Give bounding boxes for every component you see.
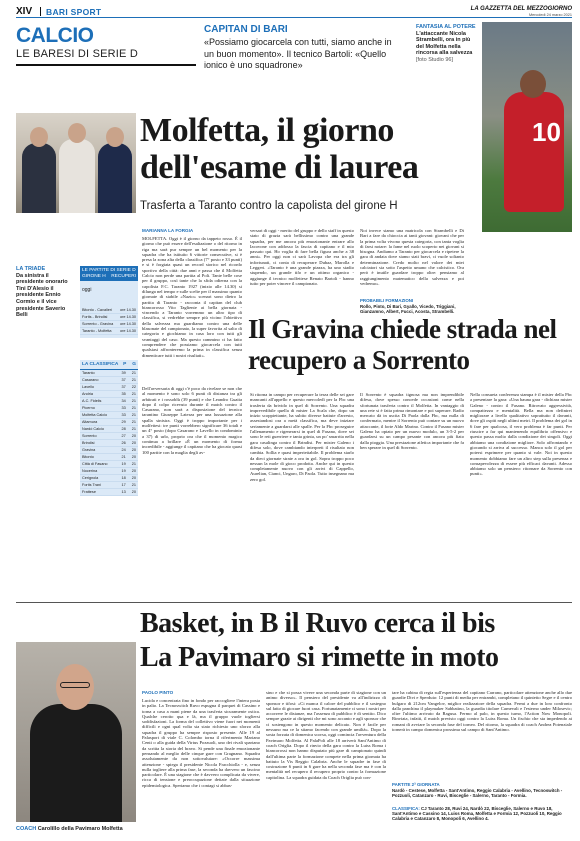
team-points: 24 bbox=[121, 448, 126, 452]
team-name: Bitonto bbox=[82, 455, 94, 459]
page-header bbox=[16, 6, 572, 18]
standings-row bbox=[80, 419, 138, 426]
main-subhead: Trasferta a Taranto contro la capolista del girone H bbox=[140, 200, 398, 212]
team-points: 28 bbox=[121, 427, 126, 431]
team-games: 20 bbox=[131, 448, 136, 452]
match-row bbox=[80, 307, 138, 314]
person-center bbox=[59, 139, 95, 213]
team-points: 27 bbox=[121, 434, 126, 438]
standings-row bbox=[80, 405, 138, 412]
team-points: 19 bbox=[121, 462, 126, 466]
team-points: 34 bbox=[121, 399, 126, 403]
standings-row bbox=[80, 447, 138, 454]
basket-col-2: sino e che si possa vivere una seconda parte di stagione con un animo diverso». Il pensiero del presidente va all'indirizzo di sponsor e tifosi: «Ci manca il calore del pubblico e il sostegno sul fatto di giocare fuori casa. Fortunatamente ci sono i nostri per accorrere le distanze, ma l'assenza di pubblico è di sentito. Dico sempre grazie ai dirigenti che mi sono accanto e agli sponsor che ci sostengono in questo momento delicato. Non è facile per nessuno ma ce la stiamo facendo con grande umiltà». Dopo la sosta forzata di domenica scorsa, oggi comincia l'avventura della Pavimaro Molfetta. Al PalaPoli alle 18 arriverà Sant'Antimo di coach Origlia. Dopo il rinvio della gara contro la Luiss Roma i biancorossi non hanno disputato più gare di campionato quindi dall'ultima parte la formazione compete nella prima giornata ha battuto la Vis Reggio Calabria. Anche le squadre in fase di costruzione 6 punti in 6 gare ha nella seconda fase ma è con la mentalità nel recupero il recupero proprio contro la formazione capitolina. La squadra guidata da Coach Origlia può con- bbox=[266, 690, 386, 780]
newspaper-name: LA GAZZETTA DEL MEZZOGIORNO bbox=[470, 6, 572, 12]
team-name: Fortis Trani bbox=[82, 483, 101, 487]
coach-caption-kicker: COACH bbox=[16, 826, 37, 832]
team-name: Brindisi bbox=[82, 441, 95, 445]
team-name: Altamura bbox=[82, 420, 98, 424]
team-games: 21 bbox=[131, 399, 136, 403]
team-name: Andria bbox=[82, 392, 93, 396]
top-caption-kicker: FANTASIA AL POTERE bbox=[416, 24, 476, 30]
basket-classifica-kicker: CLASSIFICA: bbox=[392, 806, 420, 811]
player-figure bbox=[504, 92, 564, 212]
person-right bbox=[98, 143, 132, 213]
standings-list bbox=[80, 370, 138, 496]
classifica-box bbox=[80, 360, 138, 496]
partite-box bbox=[80, 266, 138, 338]
classifica-header bbox=[80, 360, 138, 370]
standings-row bbox=[80, 370, 138, 377]
match-time: ore 14.30 bbox=[119, 329, 136, 334]
section-kicker-title: CALCIO bbox=[16, 24, 94, 47]
main-col-2: Dell'avversaria di oggi c'è poco da rivelare se non che al momento è sono solo 6 punti di distanza tra gli arbitrati e i rossoblù (39 punti) e che Leandro Guaita dopo il colpo ricevuto durante il match contro il Casarano, non sarà a disposizione del tecnico tarantino Giuseppe Laterza per una lussazione alla spalla sinistra. Oggi è troppo importante per i molfettesi: tre punti vorrebbero significare 36 totali e un 4° posto (dopo Casarano e Lavello in condominio a 37) di urlo, proprio ora che il momento magico continua a brillare «È un momento di forma incredibile - aggiunge il capitano che ha giocato quasi 100 partite con la maglia degli av- bbox=[142, 386, 242, 455]
team-name: Frattese bbox=[82, 490, 96, 494]
team-games: 20 bbox=[131, 490, 136, 494]
section-name: BARI SPORT bbox=[46, 7, 102, 17]
team-points: 29 bbox=[121, 420, 126, 424]
person-left-head bbox=[30, 127, 48, 147]
team-name: Città di Fasano bbox=[82, 462, 108, 466]
team-games: 21 bbox=[131, 462, 136, 466]
match-row bbox=[80, 314, 138, 321]
team-games: 20 bbox=[131, 434, 136, 438]
team-points: 18 bbox=[121, 476, 126, 480]
coach-body bbox=[30, 704, 122, 822]
coach-photo bbox=[16, 642, 136, 822]
team-name: A.C. Fidelis bbox=[82, 399, 102, 403]
team-points: 26 bbox=[121, 441, 126, 445]
team-name: Nardò Calcio bbox=[82, 427, 104, 431]
standings-row bbox=[80, 398, 138, 405]
page-number: XIV bbox=[16, 6, 33, 17]
section-divider bbox=[16, 602, 572, 603]
quote-box bbox=[204, 24, 398, 108]
basket-partite-text: Nardò - Cestese, Molfetta - Sant'Antimo, Reggio Calabria - Avellino, Tecnoswitch - Pozzuoli, Catanzaro - Ruvi, Bisceglie - Salerno, Taranto - Formia. bbox=[392, 788, 563, 798]
team-games: 21 bbox=[131, 413, 136, 417]
basket-byline: PAOLO PINTO bbox=[142, 690, 174, 695]
team-games: 21 bbox=[131, 483, 136, 487]
gravina-headline: Il Gravina chiede strada nel recupero a Sorrento bbox=[248, 314, 557, 375]
match-time: ore 14.30 bbox=[119, 315, 136, 320]
top-caption-credit: [foto Studio 96] bbox=[416, 56, 453, 63]
partite-title-bar bbox=[80, 266, 138, 281]
partite-col-label: RECUPERI bbox=[111, 273, 136, 279]
classifica-title: LA CLASSIFICA bbox=[82, 362, 119, 367]
gravina-col-2: Il Sorrento è squadra tignosa ma non imprendibile difesa, dove spesso concede occasioni come nella sfortunata trasferta contro il Molfetta. In vantaggio di una rete si è fatta prima rimontare e poi superare. Radio mercato dà in uscita Di Paola dalla Fbc, ma nulla di confermato, mentre il Sorrento può contare su un nuovo attaccante, il forte Aldo Marino. Contro il Fasano mister Galeno ha optato per un nuovo modulo, un 3-5-2 per guardarsi su un campo pesante con ancora più fiato dalla pioggia. Una prestazione atletica importante che fa ben sperare in quel di Sorrento. bbox=[360, 392, 464, 450]
kicker-rule bbox=[16, 64, 196, 66]
basket-headline-2: La Pavimaro si rimette in moto bbox=[140, 642, 499, 673]
team-name: Nocerina bbox=[82, 469, 98, 473]
team-games: 21 bbox=[131, 427, 136, 431]
standings-row bbox=[80, 482, 138, 489]
team-points: 19 bbox=[121, 469, 126, 473]
main-col-4: Noi invece siamo una matricola con Strambelli e Di Bari a fare da chioccia ai tanti giovani: giovani che per la prima volta vivono questa categoria, con tanta voglia di farsi notare: la fame nel ruolo scoperto nei giovani si bisogna. Andiamo a Taranto per giocarcela e ripetere la gara di andata dove siamo stati bravi, ci vuole soltanto determinazione. Credo molto nel valore dei miei calciatori sia sotto l'aspetto umano che calcistico. Ora però è inutile guardare troppo oltre: pensiamo al raggiungimento matematico della salvezza e poi vedremo». bbox=[360, 228, 464, 286]
standings-row bbox=[80, 454, 138, 461]
team-games: 20 bbox=[131, 469, 136, 473]
team-games: 20 bbox=[131, 441, 136, 445]
team-points: 21 bbox=[121, 455, 126, 459]
partite-day: oggi bbox=[82, 287, 92, 294]
match-teams: Taranto - Molfetta bbox=[82, 329, 112, 334]
team-points: 35 bbox=[121, 392, 126, 396]
shirt-number: 10 bbox=[532, 117, 561, 147]
match-teams: Fortis - Brindisi bbox=[82, 315, 108, 320]
player-head bbox=[520, 70, 546, 98]
team-points: 37 bbox=[121, 378, 126, 382]
section-kicker-subtitle: LE BARESI DI SERIE D bbox=[16, 48, 138, 60]
team-points: 33 bbox=[121, 406, 126, 410]
team-name: Taranto bbox=[82, 371, 95, 375]
basket-partite-kicker: PARTITE 2ª GIORNATA bbox=[392, 782, 440, 787]
match-row bbox=[80, 328, 138, 335]
team-name: Picerno bbox=[82, 406, 95, 410]
team-games: 21 bbox=[131, 392, 136, 396]
triade-photo bbox=[16, 113, 136, 213]
triade-caption bbox=[16, 266, 74, 319]
triade-caption-text: Da sinistra il presidente onorario Tini D'Alesio il presidente Ennio Cormio e il vice presidente Saverio Belli bbox=[16, 272, 68, 319]
team-name: Casarano bbox=[82, 378, 99, 382]
header-date: Mercoledì 24 marzo 2021 bbox=[528, 13, 572, 17]
match-teams: Sorrento - Gravina bbox=[82, 322, 114, 327]
basket-headline-1: Basket, in B il Ruvo cerca il bis bbox=[140, 608, 495, 639]
main-col-3: versari di oggi - merito del gruppo e dello staff in questo stato di grazia sarà bellissimo contro una grande squadra, per me ancora più emozionante entrare allo Iacovone con addosso la fascia di capitano e il mio passato qui. Ho voglia di fare bella figura anche a 38 anni». Per oggi non ci sarà Lavopa che era tra gli infortunati, ci conta di recuperare Dubaz, Marolla e Leggeri. «Taranto è una grande piazza, ha uno stadio stupendo, un grande tifo e un ottimo organico - aggiunge il tecnico molfettese Renato Bartoli - hanno tutto per poter vincere il campionato. bbox=[250, 228, 354, 286]
probabili-text: Rollo, Pinto, Di Bari, Gyallo, Vicedo, Triggiani, Gianzamno, Albert, Fucci, Acosta, Strambelli. bbox=[360, 304, 456, 314]
match-time: ore 14.30 bbox=[119, 308, 136, 313]
team-games: 21 bbox=[131, 420, 136, 424]
classifica-h2: G bbox=[132, 362, 136, 367]
probabili-kicker: PROBABILI FORMAZIONI bbox=[360, 298, 414, 303]
coach-glasses bbox=[60, 682, 90, 688]
team-name: Lavello bbox=[82, 385, 95, 389]
main-col-1: MOLFETTA. Oggi è il giorno da tappeto rosso. È il giorno che può essere dell'esaltazione o del ritorno in riga ma sarà pur sempre un bel momento per la squadra che ha istituito 6 vittorie consecutive, si è presa la zona alta della classifica (7° posto e 33 punti) e si è forgiata quasi un record storico nel ricordo sportivo della città: due anni e passa che il Molfetta Calcio non perde una partita al Poli. Tante belle cose per il gruppo, così tante che la sfida odierna con la capolista F.C. Taranto 1927 (inizio alle 14.30) si dilunga nel tempo e sulle scelte per il massimo quanto giornate di stabile «Nazio» scenari sono dietro la partita di Taranto - racconta il capitan del club biancorosso Vito Tagliente ai bella giornata - vincendo a Taranto vorremmo un altro tipo di classifica, si vedrebbe sempre più vicino l'obiettivo della salvezza ma guardiamo contro una delle blasonate del campionato, la super favorita al salto di categoria e giochiamo in casa loro con tutti gli svantaggi del caso. Ma questo cammino ci ha fatto comprendere che possiamo giocarcela con tutti qualsiasi affronteremo la prima in classifica senza dimenticare tutti i nostri risultati». bbox=[142, 236, 242, 358]
standings-row bbox=[80, 433, 138, 440]
basket-col-1: Lucida e concentrata fino in fondo per raccogliere l'intera posta in palio. La Tecnoswitch Ruvo espugna il parquet di Cassino e torna a casa a mani piene da una trasferta sicuramente ostica. Qualche cerotto qua e là, ma il gruppo vuole togliersi soddisfazioni. La forma del collettivo viene fuori nei momenti difficili e ogni qual volta sia stato richiesto uno sforzo alla squadra il gruppo ha sempre risposto presente. Alle 19 al Palasport di viale C. Colombo torna il riferimento Mariano Centi o alla guida della Virtus Pozzuoli, uno dei rivali spartano da scritta la storia del bravo. Si pende una finale emozionante pensando al meglio delle cinque gare con Gragnano. Squadra assolutamente da non sottovalutare: «Occorre massima attenzione - spiega il presidente Nicola Fracchiolla - e, senza nulla togliere alla prima fase, la seconda ha davvero un fascino particolare. È una stagione che è davvero complicata da vivere, ricca di tensione e preoccupazione dettate dalla situazione epidemiologica. Speriamo che i contagi si abbas- bbox=[142, 698, 260, 788]
main-headline: Molfetta, il giorno dell'esame di laurea bbox=[140, 112, 419, 186]
header-divider bbox=[40, 7, 41, 16]
standings-row bbox=[80, 426, 138, 433]
basket-classifica-text: CJ Taranto 28, Ruvi 24, Nardò 22, Bisceglie, Salerno e Ruvo 18, Sant'Antimo e Cassino 14, Luiss Roma, Molfetta e Formia 12, Pozzuoli 10, Reggio Calabria e Catanzaro 8, Monopoli 6, Avellino 4. bbox=[392, 806, 562, 821]
team-games: 21 bbox=[131, 371, 136, 375]
quote-title: CAPITAN DI BARI bbox=[204, 24, 288, 35]
standings-row bbox=[80, 468, 138, 475]
team-games: 20 bbox=[131, 476, 136, 480]
team-points: 17 bbox=[121, 483, 126, 487]
triade-caption-kicker: LA TRIADE bbox=[16, 266, 46, 272]
team-name: Cerignola bbox=[82, 476, 99, 480]
person-right-head bbox=[106, 127, 124, 147]
standings-row bbox=[80, 412, 138, 419]
match-teams: Bitonto - Cavalieri bbox=[82, 308, 112, 313]
partite-subtitle: GIRONE H bbox=[82, 273, 106, 279]
team-points: 33 bbox=[121, 413, 126, 417]
top-caption-text: L'attaccante Nicola Strambelli, ora in più del Molfetta nella rincorsa alla salvezza bbox=[416, 30, 473, 57]
team-games: 20 bbox=[131, 455, 136, 459]
basket-classifica bbox=[392, 806, 572, 821]
standings-row bbox=[80, 377, 138, 384]
top-photo-caption bbox=[416, 24, 476, 104]
team-name: Gravina bbox=[82, 448, 96, 452]
person-center-head bbox=[68, 123, 86, 143]
team-points: 39 bbox=[121, 371, 126, 375]
person-left bbox=[22, 143, 56, 213]
standings-row bbox=[80, 475, 138, 482]
coach-caption-text: Carolillo della Pavimaro Molfetta bbox=[37, 826, 123, 832]
team-games: 22 bbox=[131, 385, 136, 389]
basket-col-3: tare ha cabina di regia sull'esperienza del capitano Carrano, particolare attenzione anche allo due guardie Divi e Sperduto: 12 punti di media per entrambi, completano il quintetto Segre e il centro bulgaro di 212cm Vangelov, miglior realizzatore della squadra. Fermi a due in loro confronto dalla panchina il playmaker Sabbatino, la guardia titolare Carnevali e l'esterno under Milosevic; oltre l'ultimo arrivato da Ragusa. Fermo al palo, in questo turno, l'Action Now Monopoli. Rinviata, infatti, il match previsto oggi contro la Luiss Roma. Un fischio che sta impedendo ai romani di avviare la seconda fase del torneo. Del ritorno, la squadra di coach Andrea Potenziale tornerà in campo domenica prossima sul campo di Sant'Antimo. bbox=[392, 690, 572, 733]
classifica-h1: P bbox=[123, 362, 127, 367]
match-time: ore 14.30 bbox=[119, 322, 136, 327]
team-games: 21 bbox=[131, 406, 136, 410]
team-games: 21 bbox=[131, 378, 136, 382]
standings-row bbox=[80, 391, 138, 398]
team-points: 13 bbox=[121, 490, 126, 494]
gravina-col-1: Si ritorna in campo per recuperare la terza delle sei gare mancanti all'appello e questo mercoledì per la Fbc una trasferta da brivido in quel di Sorrento. Una squadra imprevedibile quella di mister La Scala che, dopo un inizio scoppiettante, ha subito diverse battute d'arresto, assestandosi ora a metà classifica, ma deve iniziare seriamente a guardarsi alle spalle. Per la Fbc proseguire l'allenamento e rigenerarsi in quel di Fasano, dove sei sono le reti guerriere e tanta grinta, un po' smarrita nella gara casalinga contro il Brindisi. Per mister Galeno i difesa solo, dove cambiando interpreti il risultato non cambia. Sollia e quasi imperiettabile. Il problema starlo da dieci giornate strate a ora in gol. Sopra troppo poco nessun la mole di gioco prodotta. Anche qui in questo completamente nuovo con gli arrivi di Cappello, Aurelian, Cianci, Ungaro, Di Paola. Tutto insegnano ma zero gol. bbox=[250, 392, 354, 482]
match-row bbox=[80, 321, 138, 328]
standings-row bbox=[80, 461, 138, 468]
quote-text: «Possiamo giocarcela con tutti, siamo anche in un buon momento». Il tecnico Bartoli: «Quello ionico è uno squadrone» bbox=[204, 37, 392, 70]
partite-title: LE PARTITE DI SERIE D bbox=[82, 268, 136, 273]
standings-row bbox=[80, 440, 138, 447]
strambelli-photo bbox=[482, 22, 572, 232]
main-byline: MARIANNA LA FORGIA bbox=[142, 228, 194, 233]
team-points: 37 bbox=[121, 385, 126, 389]
matches-list bbox=[80, 307, 138, 335]
standings-row bbox=[80, 489, 138, 496]
team-name: Sorrento bbox=[82, 434, 97, 438]
standings-row bbox=[80, 384, 138, 391]
gravina-col-3: Nella consueta conferenza stampa è il mister della Fbc a presentare la gara: «Una bauna gara - dichiara mister Galeno - contro il Fasano. Ritrovato aggressività, compattezza e mentalità. Bella ma non definirei migliorare a livello qualitativo soprattutto il davanti, dove gli ospiti negli ultimi metri. Il problema dei gol in 6 fare per qualcosa, il vero problema è far punti. Per riuscire a far qui mantenendo equilibrio offensivo e questo passa molto dalla condizione dei singoli. Oggi abbiamo una condizione migliore. Solo affrontando e giocando si arriva al successo. Manca solo il gol per potersi esprimere per quanto si vale. Noi in questo momento dobbiamo fare un altro step sulla presenza e consapevolezza di essere più efficaci davanti. Adesso abbiamo solo un pensiero: ritornare da Sorrento con punti». bbox=[470, 392, 572, 477]
team-name: Molfetta Calcio bbox=[82, 413, 108, 417]
